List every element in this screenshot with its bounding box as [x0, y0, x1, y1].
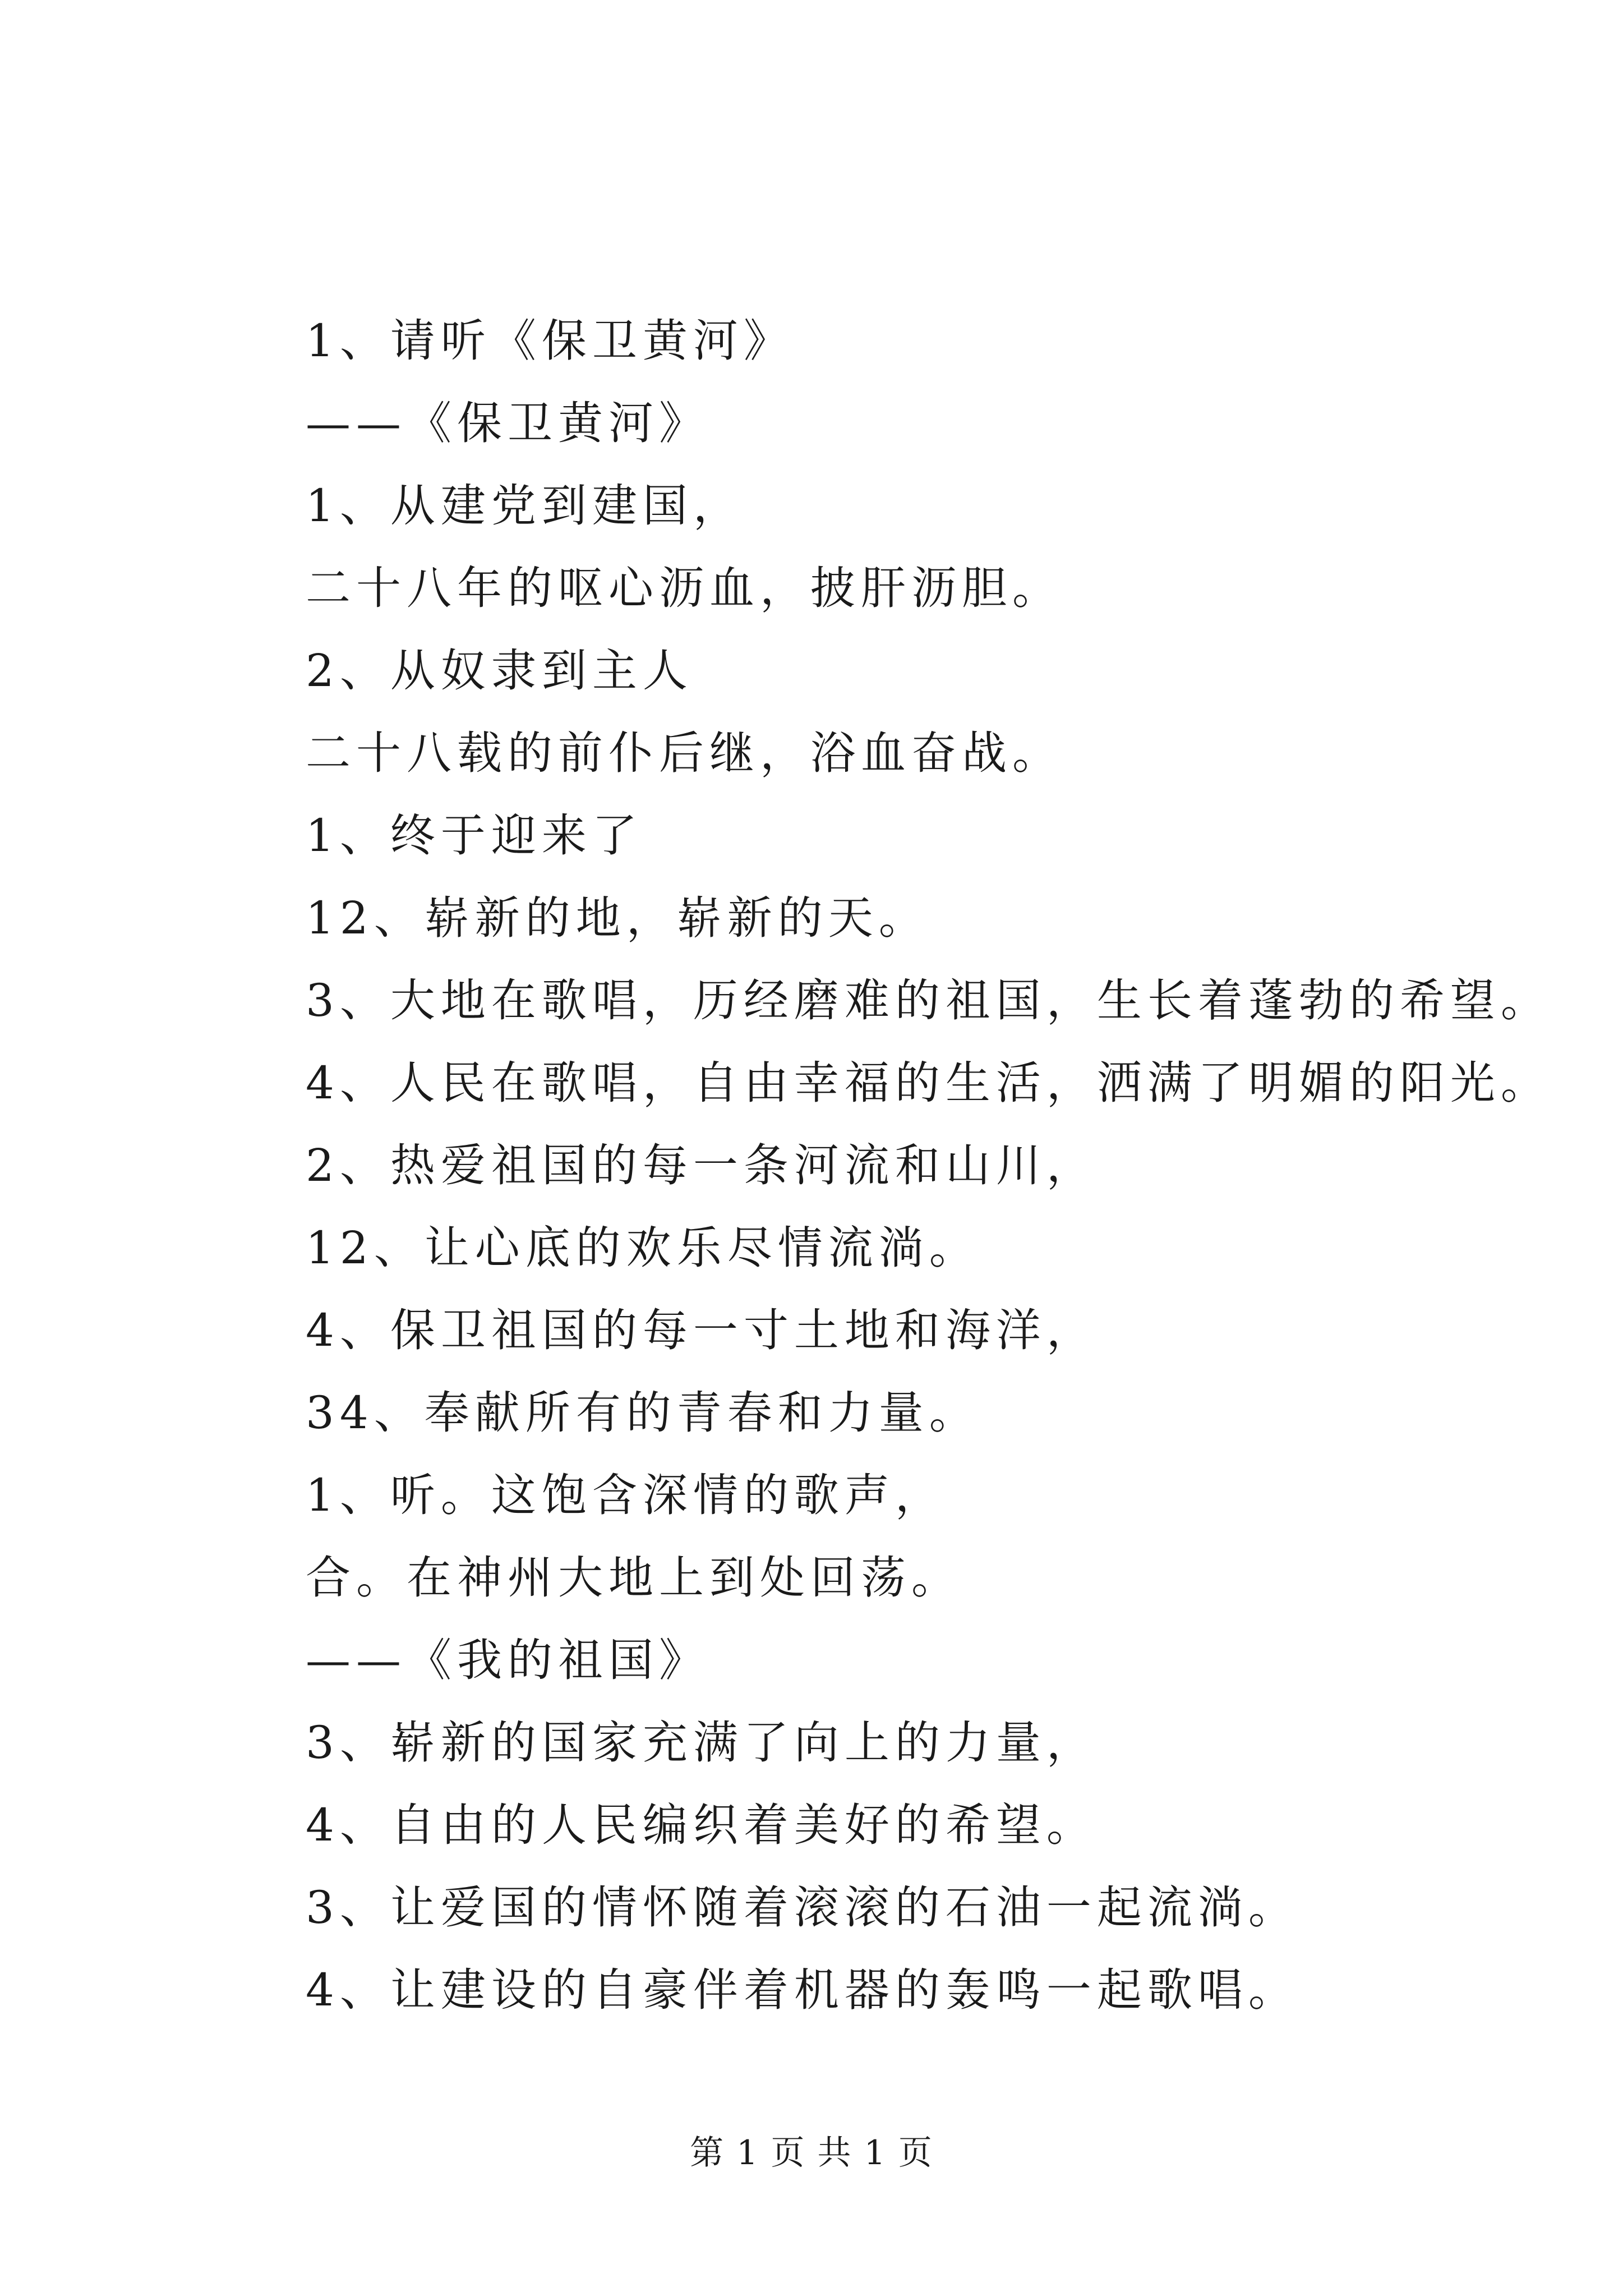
text-line: 1、听。这饱含深情的歌声，: [306, 1469, 946, 1521]
text-line: 二十八年的呕心沥血，披肝沥胆。: [306, 562, 1063, 614]
text-line: 12、崭新的地，崭新的天。: [306, 892, 929, 944]
text-line: 12、让心底的欢乐尽情流淌。: [306, 1222, 980, 1274]
text-line: 二十八载的前仆后继，浴血奋战。: [306, 727, 1063, 779]
page-number-footer: 第 1 页 共 1 页: [690, 2133, 933, 2173]
text-line: 1、终于迎来了: [306, 809, 643, 862]
text-line: 4、保卫祖国的每一寸土地和海洋，: [306, 1304, 1097, 1356]
text-line: 4、让建设的自豪伴着机器的轰鸣一起歌唱。: [306, 1964, 1299, 2016]
text-line: ——《保卫黄河》: [306, 397, 709, 449]
text-line: 3、让爱国的情怀随着滚滚的石油一起流淌。: [306, 1881, 1299, 1934]
document-body: [306, 314, 1551, 2046]
text-line: ——《我的祖国》: [306, 1634, 709, 1686]
text-line: 2、从奴隶到主人: [306, 645, 693, 697]
text-line: 合。在神州大地上到处回荡。: [306, 1552, 962, 1604]
text-line: 34、奉献所有的青春和力量。: [306, 1387, 980, 1439]
text-line: 3、崭新的国家充满了向上的力量，: [306, 1717, 1097, 1769]
text-line: 4、人民在歌唱，自由幸福的生活，洒满了明媚的阳光。: [306, 1057, 1551, 1109]
text-line: 3、大地在歌唱，历经磨难的祖国，生长着蓬勃的希望。: [306, 974, 1551, 1027]
text-line: 1、从建党到建国，: [306, 480, 744, 532]
text-line: 2、热爱祖国的每一条河流和山川，: [306, 1139, 1097, 1191]
text-line: 1、请听《保卫黄河》: [306, 315, 794, 367]
text-line: 4、自由的人民编织着美好的希望。: [306, 1799, 1097, 1851]
